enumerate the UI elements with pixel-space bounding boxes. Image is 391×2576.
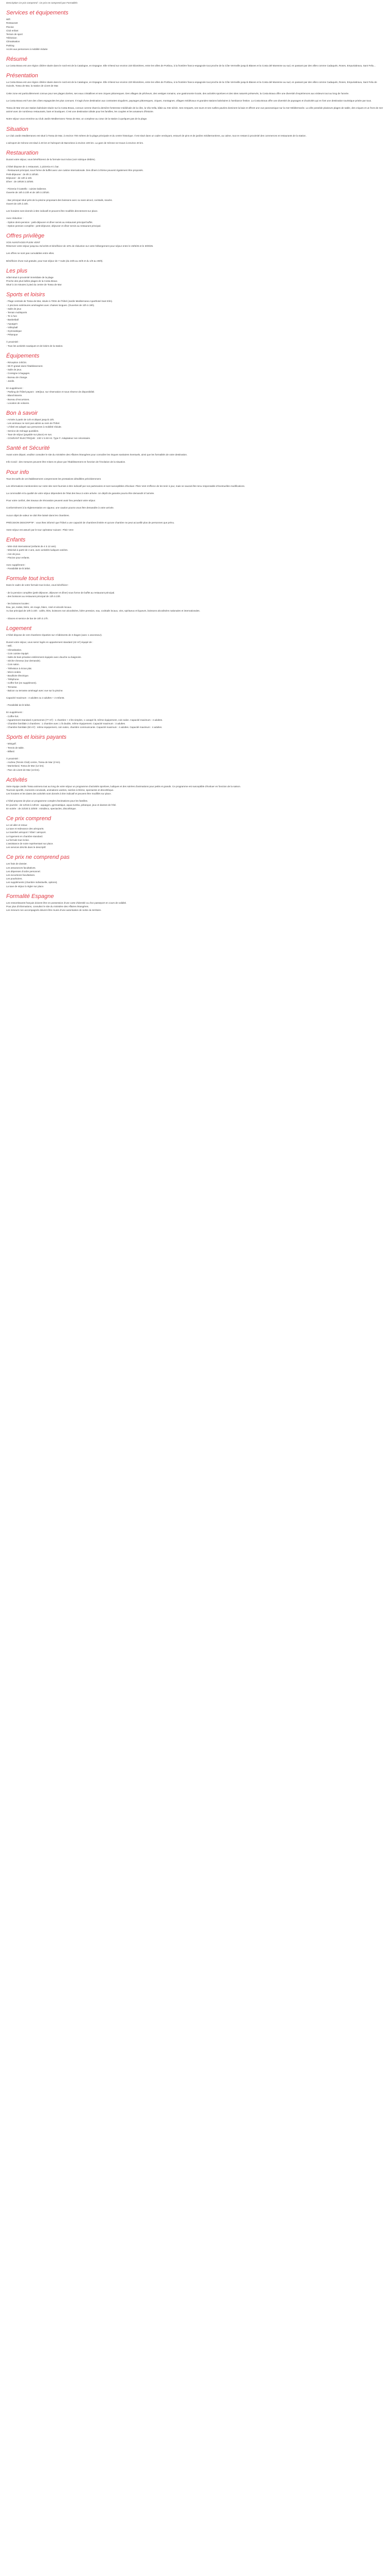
- text-line: - Tir à l'arc: [6, 315, 18, 318]
- section-body: [6, 742, 385, 771]
- section-enfants: [6, 537, 385, 570]
- text-line: - COURANT ÉLECTRIQUE : 230 V à 50 Hz. Type F. Adaptateur non nécessaire.: [6, 437, 91, 440]
- text-line: Climatisation: [6, 40, 20, 43]
- section-title: Ce prix comprend: [6, 816, 51, 822]
- text-line: - Arrivée à partir de 14h et départ jusqu'à 10h.: [6, 418, 55, 421]
- section-body: [6, 276, 385, 287]
- paragraph: Notre séjour vous emmène au Club Jardin Mediterraneo Tossa de Mar, un complexe au cœur de la station à quelques pas de la plage.: [6, 117, 148, 121]
- text-line: - Minigolf.: [6, 742, 17, 745]
- text-line: - Bouilloire électrique.: [6, 674, 29, 677]
- text-line: - Volleyball: [6, 326, 18, 329]
- text-line: La formule tout inclus.: [6, 838, 29, 841]
- section-body: [6, 18, 385, 51]
- line-spacer: [6, 456, 385, 460]
- text-line: Durant votre séjour, vous bénéficierez de la formule tout inclus (voir rubrique dédiée).: [6, 158, 96, 161]
- text-line: - Location de voitures.: [6, 401, 30, 404]
- text-line: Terrain de sport: [6, 33, 23, 36]
- section-bon-a-savoir: [6, 410, 385, 440]
- text-line: Télévision: [6, 37, 17, 40]
- text-line: Pour plus d'informations, consultez le site du ministère des Affaires étrangères.: [6, 905, 89, 908]
- text-line: - Possibilité de lit bébé.: [6, 704, 31, 707]
- text-line: - Téléphone.: [6, 678, 20, 681]
- paragraph: Cette zone est particulièrement connue pour ses plages dorées, ses eaux cristallines et ses criques pittoresques. Des villages de pêcheurs, des vestiges romains, une gastronomie locale, des activités sportives et des sites naturels préservés, la Costa Brava offre une diversité d'expériences aux visiteurs tout au long de l'année.: [6, 92, 349, 95]
- section-title: Services et équipements: [6, 10, 69, 16]
- text-line: - Salle de jeux: [6, 307, 22, 310]
- text-line: - Consigne à bagages.: [6, 372, 30, 375]
- text-line: - Micro-ondes.: [6, 670, 22, 673]
- section-body: [6, 64, 385, 67]
- text-line: Petit-déjeuner : de 8h à 10h30.: [6, 173, 39, 176]
- section-ce-prix-comprend: [6, 816, 385, 849]
- text-line: - Pizzeria Il Castello : cuisine italienne.: [6, 188, 47, 191]
- text-line: Les offres ne sont pas cumulables entre elles.: [6, 252, 55, 255]
- text-line: L'hôtel propose de plus un programme complet d'animations pour les familles.: [6, 800, 88, 803]
- section-activites: [6, 777, 385, 810]
- paragraph: Conformément à la réglementation en vigueur, une caution pourra vous être demandée à votre arrivée.: [6, 506, 115, 510]
- text-line: - les boissons locales :: [6, 602, 30, 605]
- text-line: Le logement en chambre standard.: [6, 835, 43, 838]
- paragraph: Tossa de Mar est une station balnéaire située sur la Costa Brava, connue comme étant la dernière forteresse médiévale de la côte, la Vila Vella, bâtie au XIIe siècle. Ses remparts, ses tours et ses ruelles pavées dominent la baie et offrent une vue panoramique sur la mer Méditerranée. La ville possède plusieurs plages de sable, des criques et un front de mer animé avec de nombreux restaurants, bars et boutiques. C'est une destination idéale pour les familles, les couples et les amateurs d'histoire.: [6, 107, 383, 113]
- text-line: Réservez votre séjour jusqu'au 31/12/25 et bénéficiez de 10% de réduction sur votre hébergement pour séjour entre le 23/5/25 et le 30/9/25.: [6, 245, 154, 248]
- section-equipements: [6, 353, 385, 405]
- text-line: Les dépenses d'ordre personnel.: [6, 870, 41, 873]
- section-body: [6, 633, 385, 729]
- text-line: - Aire de jeux.: [6, 552, 21, 555]
- text-line: - Coin salon.: [6, 663, 20, 666]
- text-line: - Balcon ou terrasse aménagé avec vue sur la piscine.: [6, 689, 63, 692]
- text-line: Les assurances facultatives.: [6, 866, 36, 869]
- text-line: - 2 piscines extérieures aménagées avec chaises longues. (Ouvertes de 10h à 19h).: [6, 303, 95, 307]
- line-spacer: [6, 256, 385, 259]
- section-body: [6, 241, 385, 263]
- text-line: Dîner : de 19h30 à 22h00.: [6, 180, 34, 183]
- text-line: Wifi: [6, 18, 10, 21]
- text-line: Bénéficiez d'une nuit gratuite, pour tout séjour de 7 nuits (du 23/5 au 22/6 et du 1/9 au 30/9).: [6, 259, 103, 262]
- section-body: [6, 134, 385, 145]
- paragraph: Les informations mentionnées sur notre site sont fournies à titre indicatif par nos partenaires et sont susceptibles d'évoluer. Plein Vent s'efforce de les tenir à jour, mais ne saurait être tenu responsable d'éventuelles modifications.: [6, 484, 245, 487]
- text-line: Restaurant: [6, 22, 18, 25]
- text-line: - Terrasse.: [6, 685, 18, 688]
- text-line: Avant votre départ, veuillez consulter le site du ministère des Affaires étrangères pour connaître les risques sanitaires éventuels, ainsi que les formalités de votre destination.: [6, 453, 188, 456]
- text-line: Les suppléments (chambre individuelle, options).: [6, 881, 58, 884]
- section-title: Formule tout inclus: [6, 575, 54, 582]
- text-line: - Appartement standard 4 personnes (77 m²) : 1 chambre + 2 lits simples, 1 canapé-lit, même équipement, coin salon. Capacité maximum : 4 adultes.: [6, 718, 163, 721]
- section-body: [6, 361, 385, 405]
- section-body: [6, 158, 385, 228]
- text-line: - Possibilité de lit bébé.: [6, 567, 31, 570]
- text-line: - L'hôtel est adapté aux personnes à mobilité réduite.: [6, 426, 62, 429]
- text-line: - Blanchisserie.: [6, 394, 23, 397]
- section-title: Équipements: [6, 352, 40, 359]
- paragraph: La Costa Brava est une région côtière située dans le nord-est de la Catalogne, en Espagne. Elle s'étend sur environ 220 kilomètres, entre les villes de Portbou, à la frontière franco-espagnole tout proche de la Côte Vermeille jusqu'à Blanes et la Costa del Maresme au sud, en passant par des villes comme Cadaqués, Roses, Empuriabrava, Sant Feliu de Guixols, Tossa de Mar, la station de Lloret de Mar.: [6, 81, 377, 88]
- line-spacer: [6, 560, 385, 563]
- text-line: - Gymnastique: [6, 329, 22, 332]
- section-title: Activités: [6, 776, 27, 783]
- text-line: Eau, jus, sodas, bière, vin rouge, blanc, rosé et alcools locaux.: [6, 606, 72, 609]
- text-line: La taxe et redevance des aéroports.: [6, 827, 44, 831]
- line-spacer: [6, 700, 385, 703]
- text-line: - Tous les activités nautiques et de loisirs de la station.: [6, 344, 63, 347]
- text-line: Déjeuner : de 13h à 15h.: [6, 176, 32, 179]
- line-spacer: [6, 213, 385, 216]
- section-title: Présentation: [6, 73, 38, 79]
- text-line: Dans le cadre de votre formule tout inclus, vous bénéficiez :: [6, 584, 69, 587]
- section-body: [6, 453, 385, 464]
- text-line: - Chambre familiale (50 m²) : même équipement, coin salon, chambre communicante. Capacité maximum : 4 adultes. Capacité maximum : 4 adultes.: [6, 726, 162, 729]
- text-line: Les services décrits dans le descriptif.: [6, 846, 46, 849]
- line-spacer: [6, 206, 385, 209]
- text-line: - Jardin.: [6, 379, 15, 382]
- text-line: - Mini-club international (enfants de 4 à 12 ans).: [6, 545, 57, 548]
- text-line: Les pourboires.: [6, 877, 23, 880]
- paragraph: La commodité et la qualité de votre séjour dépendent de l'état des lieux à votre arrivée. Un dépôt de garantie pourra être demandé à l'arrivée.: [6, 492, 155, 495]
- section-body: [6, 823, 385, 849]
- line-spacer: [6, 707, 385, 710]
- section-plus: [6, 268, 385, 287]
- section-title: Logement: [6, 625, 31, 632]
- text-line: - des boissons au restaurant principal de 13h à 23h.: [6, 595, 61, 598]
- text-line: - Télévision à écran plat.: [6, 667, 32, 670]
- text-line: - Bar principal situé près de la piscine proposant des boissons avec ou sans alcool, cocktails, snacks.: [6, 198, 113, 201]
- text-line: - Option demi-pension : petit-déjeuner et dîner servis au restaurant principal buffet.: [6, 221, 93, 224]
- line-spacer: [6, 161, 385, 165]
- text-line: Ouvert de 10h à 23h.: [6, 202, 29, 205]
- section-body: [6, 299, 385, 347]
- text-line: Accès aux personnes à mobilité réduite: [6, 47, 48, 50]
- section-body: [6, 80, 385, 121]
- text-line: Ouverte de 16h à 23h et de 18h à 23h30.: [6, 191, 50, 194]
- text-line: - Billard.: [6, 750, 15, 753]
- section-presentation: [6, 73, 385, 121]
- section-title: Enfants: [6, 537, 26, 544]
- section-title: Offres privilège: [6, 232, 44, 239]
- text-line: - Coin cuisine équipé.: [6, 652, 29, 655]
- text-line: - Terrain multisports: [6, 311, 27, 314]
- text-line: - de la pension complète (petit-déjeuner, déjeuner et dîner) sous forme de buffet au restaurant principal.: [6, 591, 115, 594]
- section-resume: [6, 56, 385, 67]
- paragraph: Votre séjour est assuré par le tour opérateur suivant : Plein Vent: [6, 529, 74, 532]
- section-body: [6, 583, 385, 620]
- section-formule: [6, 575, 385, 620]
- text-line: Le transfert aéroport / hôtel / aéroport.: [6, 831, 46, 834]
- text-line: Votre équipe Jardin Tossa animera tout au long de votre séjour un programme d'activités sportives, ludiques et des soirées d'animations pour petits et grands. Ce programme est susceptible d'évoluer en fonction de la saison.: [6, 785, 241, 788]
- section-title: Santé et Sécurité: [6, 445, 50, 452]
- text-line: Tournois sportifs, moments convivials, animations variées, soirées à thème, spectacles et discothèque.: [6, 788, 114, 791]
- text-line: - Salle de bain privative entièrement équipée avec douche ou baignoire.: [6, 655, 82, 658]
- line-spacer: [6, 383, 385, 386]
- text-line: - Service de ménage quotidien.: [6, 429, 39, 432]
- text-line: Durant votre séjour, vous serez logés en appartement standard (42 m²) équipé de :: [6, 641, 93, 644]
- paragraph: Tous les tarifs de cet établissement comprennent les prestations détaillées précédemment.: [6, 477, 102, 480]
- section-sports: [6, 292, 385, 347]
- section-body: [6, 545, 385, 570]
- section-title: Restauration: [6, 150, 39, 157]
- text-line: Les horaires sont donnés à titre indicatif et peuvent être modifiés directement sur place.: [6, 210, 98, 213]
- text-line: Capacité maximum : 4 adultes ou 2 adultes + 2 enfants.: [6, 696, 65, 699]
- section-restauration: [6, 150, 385, 228]
- line-spacer: [6, 753, 385, 757]
- text-line: - Bureau d'excursions.: [6, 398, 30, 401]
- text-line: Avec réduction :: [6, 217, 23, 220]
- text-line: Info Covid : des mesures peuvent être mises en place par l'établissement en fonction de l'évolution de la situation.: [6, 461, 126, 464]
- paragraph: Pour votre confort, des travaux de rénovation peuvent avoir lieu pendant votre séjour.: [6, 499, 96, 502]
- text-line: - Chambre familiale 2 chambres : 1 chambre avec 1 lit double, même équipement. Capacité maximum : 3 adultes.: [6, 722, 126, 725]
- line-spacer: [6, 336, 385, 340]
- text-line: Les mineurs non accompagnés doivent être munis d'une autorisation de sortie du territoire.: [6, 909, 102, 912]
- section-title: Situation: [6, 126, 28, 132]
- text-line: La taxe de séjour à régler sur place.: [6, 885, 44, 888]
- text-line: - Plage centrale de Tossa de Mar, située à 700m de l'hôtel (Jardin Mediterraneo Aparthotel Sant Elm).: [6, 300, 113, 303]
- text-line: Hôtel situé à proximité immédiate de la plage: [6, 276, 54, 279]
- text-line: - Tennis de table.: [6, 746, 24, 749]
- text-line: - Piscine pour enfants.: [6, 556, 30, 559]
- text-line: Proche des plus belles plages de la Costa Brava: [6, 279, 57, 282]
- text-line: Les ressortissants français doivent être en possession d'une carte d'identité ou d'un passeport en cours de validité.: [6, 901, 127, 904]
- text-line: - Taxe de séjour (payable sur place) en sus.: [6, 433, 53, 436]
- text-line: - Sèche-cheveux (sur demande).: [6, 659, 41, 663]
- section-services: [6, 10, 385, 51]
- section-body: [6, 418, 385, 440]
- section-body: [6, 862, 385, 888]
- text-line: - Réception 24h/24.: [6, 361, 27, 364]
- paragraph: PRÉCISION DESCRIPTIF : vous êtes informé que l'hôtel a une capacité de chambres limitée et qu'une chambre ne peut accueillir plus de personnes que prévu.: [6, 521, 175, 524]
- text-line: - Glaces et service de bar de 10h à 17h.: [6, 617, 48, 620]
- text-line: Le vol aller et retour.: [6, 824, 28, 826]
- section-title: Sports et loisirs payants: [6, 734, 67, 741]
- paragraph: La Costa Brava est une région côtière située dans le nord-est de la Catalogne, en Espagne. Elle s'étend sur environ 220 kilomètres, entre les villes de Portbou, à la frontière franco-espagnole tout proche de la Côte Vermeille jusqu'à Blanes et la Costa del Maresme au sud, en passant par des villes comme Cadaqués, Roses, Empuriabrava, Sant Feliu...: [6, 64, 376, 67]
- text-line: - Wifi.: [6, 645, 12, 648]
- line-spacer: [6, 183, 385, 187]
- text-line: En supplément :: [6, 386, 24, 389]
- line-spacer: [6, 248, 385, 251]
- section-body: [6, 477, 385, 532]
- text-line: - Les animaux ne sont pas admis au sein de l'hôtel.: [6, 422, 60, 425]
- text-line: - Bureau de change.: [6, 376, 28, 379]
- text-line: L'hôtel dispose de 1 restaurant, 1 pizzeria et 1 bar.: [6, 165, 59, 168]
- line-spacer: [6, 692, 385, 696]
- line-spacer: [6, 637, 385, 640]
- text-line: L'hôtel dispose de 134 chambres réparties sur 3 bâtiments de 3 étages (avec 1 ascenseur).: [6, 633, 103, 636]
- text-line: - Coffre-fort (en supplément).: [6, 682, 37, 685]
- section-pour-info: [6, 469, 385, 532]
- text-line: - Parc de Lloret de Mar (13 km).: [6, 768, 40, 771]
- line-spacer: [6, 195, 385, 198]
- text-line: À proximité :: [6, 757, 20, 760]
- text-line: Situé à 15 minutes à pied du centre de Tossa de Mar: [6, 283, 62, 286]
- line-spacer: [6, 795, 385, 799]
- text-line: - Restaurant principal, sous forme de buffet avec une cuisine internationale. Des dîners à thème peuvent également être proposés.: [6, 169, 143, 172]
- text-line: Club enfant: [6, 29, 19, 32]
- page: [0, 0, 391, 912]
- text-line: À proximité :: [6, 341, 20, 344]
- text-line: - Salle de jeux.: [6, 368, 22, 371]
- text-line: - Miniclub à partir de 4 ans, avec activités ludiques variées.: [6, 549, 69, 552]
- section-sports-payants: [6, 734, 385, 771]
- section-body: [6, 785, 385, 810]
- text-line: Les frais de dossier.: [6, 862, 27, 866]
- section-formalites: [6, 893, 385, 912]
- line-spacer: [6, 587, 385, 591]
- text-line: Les excursions facultatives.: [6, 874, 36, 877]
- text-line: VOS AVANTAGES PLEIN VENT: [6, 241, 40, 244]
- text-line: En journée : de 12h15 à 13h15 : aquagym, gymnastique, aqua-zumba, pétanque, jeux et danses de l'été.: [6, 803, 117, 806]
- text-line: Piscine: [6, 25, 14, 28]
- section-logement: [6, 625, 385, 729]
- text-line: - Basketball: [6, 318, 19, 321]
- section-sante: [6, 445, 385, 464]
- paragraph: Le Club Jardin Mediterraneo est situé à Tossa de Mar, à environ 700 mètres de la plage principale et du centre historique. Il est situé dans un cadre verdoyant, entouré de pins et de jardins méditerranéens, au calme, tout en restant à proximité des commerces et restaurants de la station.: [6, 134, 306, 137]
- line-spacer: [6, 613, 385, 617]
- text-line: - Parking de l'hôtel payant : 10€/jour, sur réservation et sous réserve de disponibilité.: [6, 391, 95, 394]
- text-line: - Option pension complète : petit-déjeuner, déjeuner et dîner servis au restaurant principal.: [6, 224, 101, 227]
- section-offres: [6, 233, 385, 263]
- section-title: Ce prix ne comprend pas: [6, 854, 70, 861]
- text-line: - Marineland, Tossa de Mar (12 km).: [6, 765, 44, 768]
- intro-line: Description Ce prix comprend : Ce prix ne comprend pas Formalités: [6, 2, 78, 4]
- line-spacer: [6, 598, 385, 602]
- text-line: En supplément :: [6, 711, 24, 714]
- paragraph: L'aéroport de Gérone est situé à 40 km et l'aéroport de Barcelone à environ 100 km. La gare de Gérone se trouve à environ 40 km.: [6, 141, 144, 144]
- text-line: L'assistance de notre représentant sur place.: [6, 842, 54, 845]
- text-line: - Andrea (Tennis Club) centre, Tossa de Mar (2 km).: [6, 761, 61, 764]
- paragraph: Aucun objet de valeur ne doit être laissé dans les chambres.: [6, 514, 70, 517]
- section-title: Sports et loisirs: [6, 292, 45, 298]
- section-title: Formalité Espagne: [6, 893, 54, 900]
- section-title: Pour info: [6, 469, 29, 476]
- section-title: Les plus: [6, 267, 27, 274]
- section-ce-prix-ne-comprend-pas: [6, 854, 385, 888]
- text-line: - Climatisation.: [6, 648, 22, 651]
- text-line: - Wi-Fi gratuit dans l'établissement.: [6, 364, 43, 367]
- text-line: Avec supplément :: [6, 564, 26, 567]
- section-title: Bon à savoir: [6, 410, 38, 416]
- text-line: - Pétanque: [6, 333, 18, 336]
- section-situation: [6, 126, 385, 145]
- text-line: Les horaires et les dates des activités sont donnés à titre indicatif et peuvent être modifiés sur place.: [6, 792, 112, 795]
- text-line: - Aquagym: [6, 322, 18, 325]
- paragraph: La Costa Brava est l'une des côtes espagnoles les plus connues. Il s'agit d'une destination aux contrastes singuliers, paysages pittoresques, criques, montagnes, villages médiévaux et grandes stations balnéaires à l'ambiance festive. La Costa Brava offre une diversité de paysages et d'activités qui en font une destination touristique prisée par tous.: [6, 99, 372, 102]
- text-line: Au bar principal de 10h à 23h : cafés, thés, boissons non alcoolisées, bière pression, eau, cocktails locaux, vins, spiritueux et liqueurs, boissons alcoolisées nationales et internationales.: [6, 609, 200, 613]
- section-body: [6, 901, 385, 912]
- text-line: - Coffre-fort.: [6, 715, 19, 718]
- section-title: Résumé: [6, 56, 27, 63]
- text-line: En soirée : de 21h30 à 23h00 : minidisco, spectacles, discothèque.: [6, 807, 77, 810]
- text-line: Parking: [6, 44, 14, 47]
